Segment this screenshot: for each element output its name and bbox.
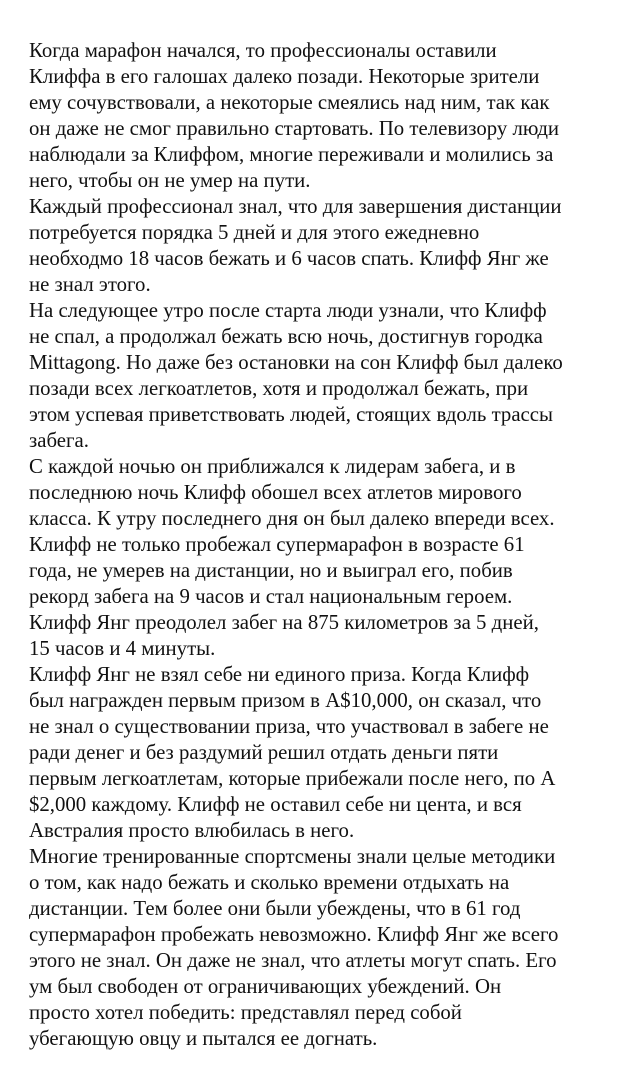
text-line: первым легкоатлетам, которые прибежали после него, по A: [29, 767, 556, 790]
text-line: этого не знал. Он даже не знал, что атлеты могут спать. Его: [29, 949, 557, 972]
text-line: ради денег и без раздумий решил отдать деньги пяти: [29, 741, 499, 764]
text-line: ему сочувствовали, а некоторые смеялись над ним, так как: [29, 91, 550, 114]
text-line: забега.: [29, 429, 89, 452]
text-line: С каждой ночью он приближался к лидерам забега, и в: [29, 455, 516, 478]
text-line: Клифф не только пробежал супермарафон в возрасте 61: [29, 533, 525, 556]
text-line: супермарафон пробежать невозможно. Клифф Янг же всего: [29, 923, 559, 946]
text-line: Mittagong. Но даже без остановки на сон Клифф был далеко: [29, 351, 563, 374]
text-line: Клиффа в его галошах далеко позади. Некоторые зрители: [29, 65, 540, 88]
text-line: класса. К утру последнего дня он был далеко впереди всех.: [29, 507, 555, 530]
text-line: не спал, а продолжал бежать всю ночь, достигнув городка: [29, 325, 543, 348]
text-line: последнюю ночь Клифф обошел всех атлетов мирового: [29, 481, 522, 504]
text-line: года, не умерев на дистанции, но и выиграл его, побив: [29, 559, 513, 582]
text-line: позади всех легкоатлетов, хотя и продолжал бежать, при: [29, 377, 529, 400]
text-line: этом успевая приветствовать людей, стоящих вдоль трассы: [29, 403, 553, 426]
text-line: ум был свободен от ограничивающих убеждений. Он: [29, 975, 502, 998]
text-line: Когда марафон начался, то профессионалы оставили: [29, 39, 497, 62]
text-line: Клифф Янг не взял себе ни единого приза. Когда Клифф: [29, 663, 530, 686]
text-line: потребуется порядка 5 дней и для этого ежедневно: [29, 221, 480, 244]
text-line: Каждый профессионал знал, что для завершения дистанции: [29, 195, 562, 218]
text-line: необходмо 18 часов бежать и 6 часов спать. Клифф Янг же: [29, 247, 549, 270]
text-line: был награжден первым призом в A$10,000, он сказал, что: [29, 689, 542, 712]
text-line: наблюдали за Клиффом, многие переживали и молились за: [29, 143, 554, 166]
text-line: $2,000 каждому. Клифф не оставил себе ни цента, и вся: [29, 793, 522, 816]
text-line: дистанции. Тем более они были убеждены, что в 61 год: [29, 897, 521, 920]
text-line: 15 часов и 4 минуты.: [29, 637, 216, 660]
text-line: не знал этого.: [29, 273, 151, 296]
article-text: [29, 38, 629, 1052]
text-line: Многие тренированные спортсмены знали целые методики: [29, 845, 556, 868]
text-line: просто хотел победить: представлял перед собой: [29, 1001, 462, 1024]
text-line: На следующее утро после старта люди узнали, что Клифф: [29, 299, 547, 322]
text-line: он даже не смог правильно стартовать. По телевизору люди: [29, 117, 560, 140]
text-line: него, чтобы он не умер на пути.: [29, 169, 311, 192]
text-line: не знал о существовании приза, что участвовал в забеге не: [29, 715, 549, 738]
text-line: о том, как надо бежать и сколько времени отдыхать на: [29, 871, 510, 894]
text-line: Австралия просто влюбилась в него.: [29, 819, 355, 842]
text-line: убегающую овцу и пытался ее догнать.: [29, 1027, 378, 1050]
text-line: рекорд забега на 9 часов и стал национальным героем.: [29, 585, 513, 608]
text-line: Клифф Янг преодолел забег на 875 километров за 5 дней,: [29, 611, 539, 634]
